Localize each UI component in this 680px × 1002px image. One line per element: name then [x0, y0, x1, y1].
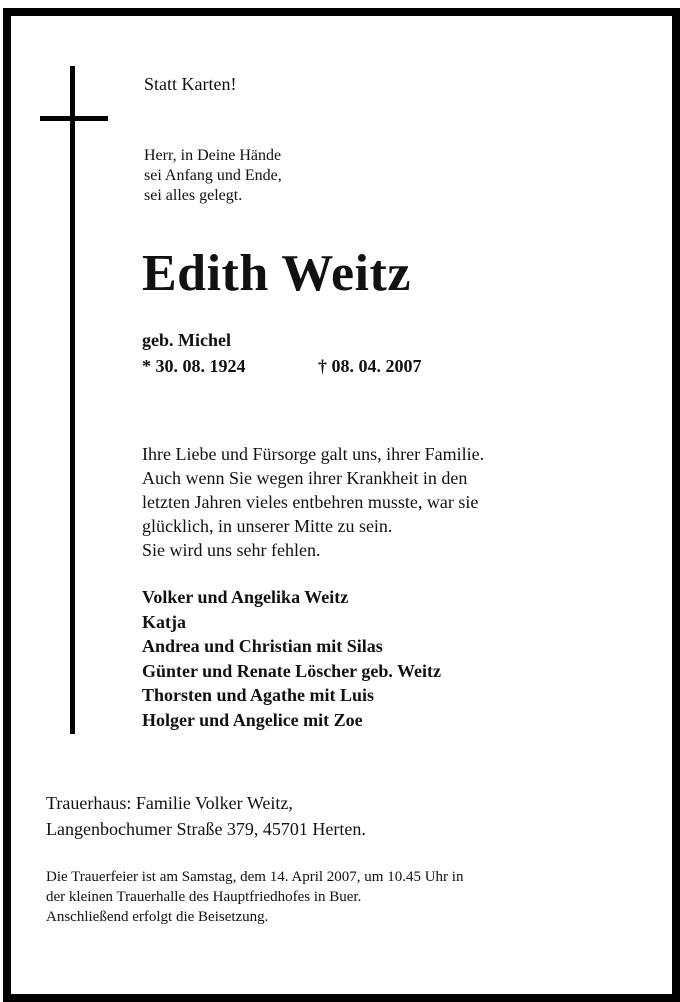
message-line: glücklich, in unserer Mitte zu sein.: [142, 516, 393, 536]
family-member: Thorsten und Agathe mit Luis: [142, 685, 375, 705]
verse-line: Herr, in Deine Hände: [144, 147, 282, 164]
ceremony-line: der kleinen Trauerhalle des Hauptfriedhofes in Buer.: [46, 889, 362, 905]
message-line: letzten Jahren vieles entbehren musste, war sie: [142, 492, 479, 512]
family-member: Holger und Angelice mit Zoe: [142, 709, 363, 730]
address-line: Langenbochumer Straße 379, 45701 Herten.: [46, 819, 366, 839]
message-line: Ihre Liebe und Fürsorge galt uns, ihrer Familie.: [142, 444, 485, 464]
message-line: Sie wird uns sehr fehlen.: [142, 540, 321, 560]
trauerhaus-address: [46, 790, 366, 842]
deceased-name: Edith Weitz: [142, 245, 411, 302]
message-line: Auch wenn Sie wegen ihrer Krankheit in den: [142, 468, 468, 488]
ceremony-line: Anschließend erfolgt die Beisetzung.: [46, 909, 269, 925]
statt-karten-heading: Statt Karten!: [144, 74, 237, 94]
family-member: Katja: [142, 611, 186, 632]
ceremony-line: Die Trauerfeier ist am Samstag, dem 14. April 2007, um 10.45 Uhr in: [46, 869, 464, 885]
verse-line: sei alles gelegt.: [144, 187, 243, 204]
memorial-message: [142, 442, 484, 562]
birth-name: geb. Michel: [142, 330, 231, 350]
cross-icon-horizontal-bar: [40, 116, 108, 121]
ceremony-info: [46, 867, 463, 927]
address-line: Trauerhaus: Familie Volker Weitz,: [46, 793, 293, 813]
family-member: Günter und Renate Löscher geb. Weitz: [142, 660, 442, 681]
family-list: [142, 585, 441, 732]
bible-verse: [144, 146, 282, 206]
death-date: † 08. 04. 2007: [318, 356, 422, 376]
family-member: Andrea und Christian mit Silas: [142, 636, 383, 656]
family-member: Volker und Angelika Weitz: [142, 587, 349, 607]
verse-line: sei Anfang und Ende,: [144, 167, 282, 184]
birth-date: * 30. 08. 1924: [142, 356, 246, 376]
cross-icon-vertical-bar: [70, 66, 75, 734]
